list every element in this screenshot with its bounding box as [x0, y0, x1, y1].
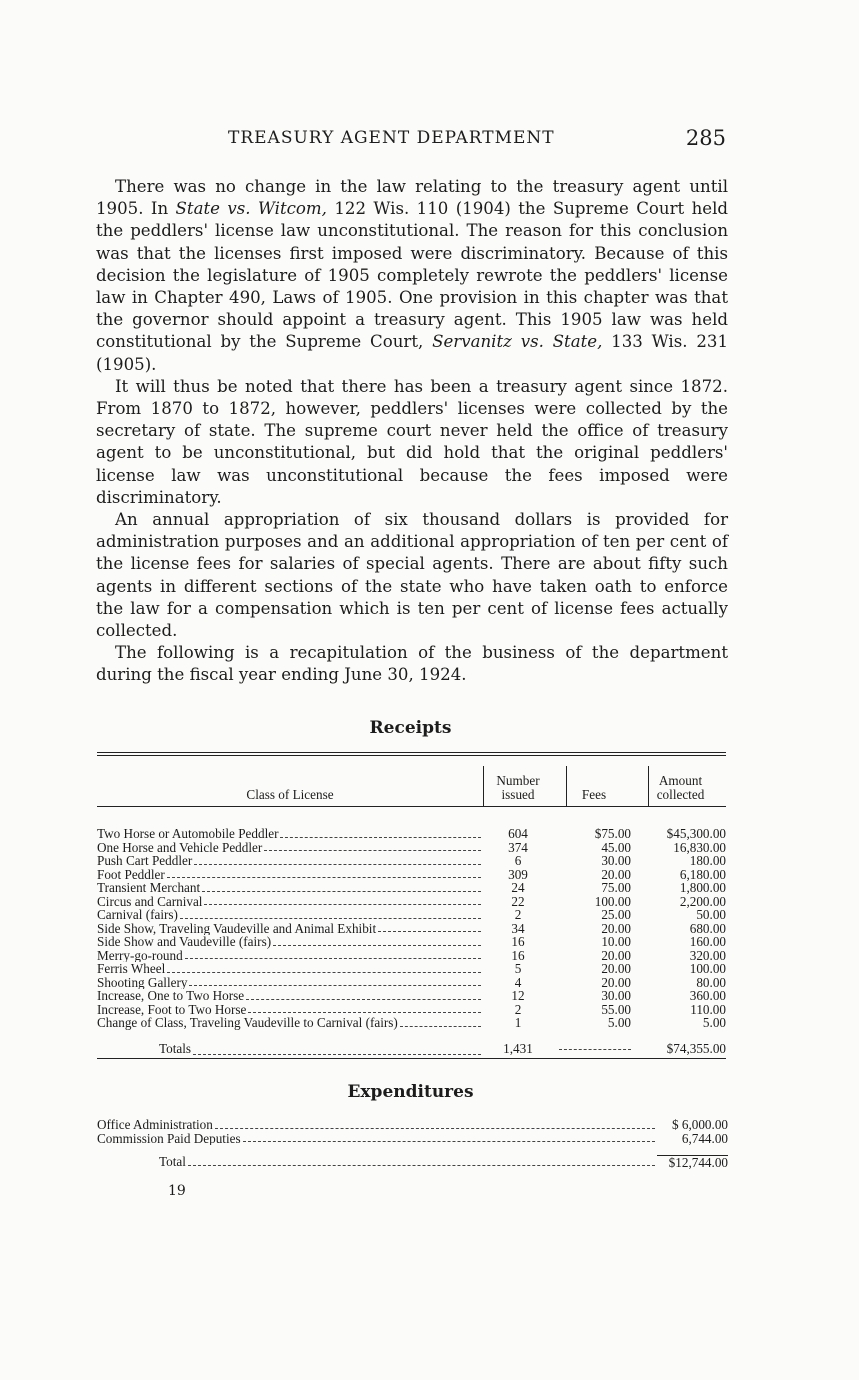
class-cell	[97, 949, 483, 963]
license-class: Increase, One to Two Horse	[97, 989, 245, 1003]
totals-amount: $74,355.00	[666, 1040, 726, 1056]
case-citation-witcom: State vs. Witcom,	[175, 199, 327, 219]
number-issued: 4	[514, 974, 522, 990]
class-cell	[97, 854, 483, 868]
fee: 45.00	[601, 839, 631, 855]
fee: 20.00	[601, 961, 631, 976]
table-row	[97, 881, 726, 895]
receipts-title: Receipts	[369, 718, 452, 738]
expenditure-label-cell	[97, 1132, 657, 1146]
license-class: Transient Merchant	[97, 881, 201, 895]
expenditure-total-label: Total	[159, 1155, 186, 1169]
expenditure-label-cell	[97, 1118, 657, 1132]
fee: 75.00	[601, 880, 631, 895]
license-class: Two Horse or Automobile Peddler	[97, 827, 279, 841]
dot-leader	[248, 1003, 481, 1014]
number-issued: 16	[511, 947, 525, 963]
dot-leader	[215, 1118, 655, 1129]
amount-collected: 5.00	[702, 1015, 726, 1030]
column-divider	[566, 766, 567, 806]
dot-leader	[188, 1155, 655, 1166]
header-number-issued	[483, 774, 553, 802]
amount-collected: 360.00	[689, 988, 726, 1003]
table-row	[97, 1016, 726, 1030]
table-row	[97, 935, 726, 949]
fee: 30.00	[601, 853, 631, 868]
license-class: One Horse and Vehicle Peddler	[97, 840, 263, 854]
license-class: Foot Peddler	[97, 867, 165, 881]
amount-collected: 320.00	[689, 947, 726, 963]
amount-collected: 16,830.00	[673, 839, 726, 855]
number-issued: 309	[508, 866, 528, 882]
number-issued: 12	[511, 988, 525, 1003]
expenditure-label: Commission Paid Deputies	[97, 1131, 241, 1145]
number-issued: 24	[511, 880, 525, 895]
dot-leader	[246, 989, 481, 1000]
number-issued: 6	[514, 853, 522, 868]
table-row	[97, 989, 726, 1003]
column-divider	[648, 766, 649, 806]
table-row	[97, 841, 726, 855]
expenditure-total-amount: $12,744.00	[657, 1155, 728, 1169]
dot-leader	[202, 881, 481, 892]
number-issued: 2	[514, 1001, 522, 1017]
dot-leader	[185, 949, 481, 960]
number-issued: 2	[514, 907, 522, 922]
paragraph-1-part-c: 133 Wis. 231 (1905).	[96, 332, 728, 374]
license-class: Change of Class, Traveling Vaudeville to Carnival (fairs)	[97, 1016, 398, 1030]
dot-leader	[189, 976, 481, 987]
class-cell	[97, 1016, 483, 1030]
fee: 20.00	[601, 947, 631, 963]
table-header	[97, 756, 726, 807]
fee: 25.00	[601, 907, 631, 922]
amount-collected: 680.00	[689, 920, 726, 936]
table-row	[97, 895, 726, 909]
expenditure-total-row	[97, 1155, 728, 1169]
header-amount-line1: Amount	[658, 773, 703, 788]
paragraph-4	[96, 642, 728, 686]
license-class: Side Show, Traveling Vaudeville and Animal Exhibit	[97, 921, 377, 935]
class-cell	[97, 1003, 483, 1017]
number-issued: 22	[511, 893, 525, 909]
table-row	[97, 922, 726, 936]
receipt-rows	[97, 807, 726, 1030]
paragraph-1-part-b: 122 Wis. 110 (1904) the Supreme Court held the peddlers' license law unconstitutional. The reason for this conclusion was that the licenses first imposed were discriminatory. Because of this decision the legislature of 1905 completely rewrote the peddlers' license law in Chapter 490, Laws of 1905. One provision in this chapter was that the governor should appoint a treasury agent. This 1905 law was held constitutional by the Supreme Court,	[96, 199, 729, 352]
table-row	[97, 949, 726, 963]
license-class: Circus and Carnival	[97, 894, 203, 908]
page-title: TREASURY AGENT DEPARTMENT	[228, 128, 555, 148]
class-cell	[97, 881, 483, 895]
amount-collected: 100.00	[689, 961, 726, 976]
class-cell	[97, 935, 483, 949]
fiscal-year-date: June 30, 1924.	[344, 665, 467, 685]
license-class: Ferris Wheel	[97, 962, 166, 976]
class-cell	[97, 895, 483, 909]
license-class: Increase, Foot to Two Horse	[97, 1002, 247, 1016]
expenditures-title: Expenditures	[347, 1082, 474, 1102]
table-row	[97, 976, 726, 990]
fee: 20.00	[601, 866, 631, 882]
header-amount-line2: collected	[656, 787, 705, 802]
dot-leader	[264, 841, 481, 852]
class-cell	[97, 827, 483, 841]
expenditure-amount: $ 6,000.00	[671, 1117, 728, 1132]
table-row	[97, 868, 726, 882]
table-row	[97, 908, 726, 922]
class-cell	[97, 868, 483, 882]
amount-collected: 80.00	[696, 974, 726, 990]
header-fees: Fees	[581, 787, 607, 802]
table-row	[97, 854, 726, 868]
expenditure-rows	[97, 1118, 728, 1145]
table-row	[97, 962, 726, 976]
amount-collected: $45,300.00	[666, 826, 726, 841]
dot-leader	[273, 935, 481, 946]
expenditure-label: Office Administration	[97, 1118, 213, 1132]
class-cell	[97, 989, 483, 1003]
totals-fee-blank	[553, 1040, 635, 1058]
paragraph-1-part-a: There was no change in the law relating to the treasury agent until 1905. In	[96, 177, 728, 219]
dot-leader	[194, 854, 481, 865]
dot-leader	[180, 908, 481, 919]
dot-leader	[193, 1040, 481, 1055]
dot-leader	[378, 922, 481, 933]
totals-label-cell	[97, 1040, 483, 1058]
fee: 100.00	[594, 893, 631, 909]
paragraph-1	[96, 176, 728, 376]
page-number: 285	[685, 126, 726, 150]
fee: $75.00	[594, 826, 631, 841]
fee: 20.00	[601, 920, 631, 936]
number-issued: 5	[514, 961, 522, 976]
running-header	[96, 128, 726, 156]
dot-leader	[204, 895, 481, 906]
column-divider	[483, 766, 484, 806]
class-cell	[97, 976, 483, 990]
paragraph-3: An annual appropriation of six thousand dollars is provided for administration purposes and an additional appropriation of ten per cent of the license fees for salaries of special agents. There are about fifty such agents in different sections of the state who have taken oath to enforce the law for a compensation which is ten per cent of license fees actually collected.	[96, 510, 728, 641]
expenditure-row	[97, 1118, 728, 1132]
header-number-line2: issued	[501, 787, 535, 802]
fee: 30.00	[601, 988, 631, 1003]
receipts-table	[97, 752, 726, 1059]
number-issued: 16	[511, 934, 525, 949]
amount-collected: 6,180.00	[679, 866, 726, 882]
license-class: Push Cart Peddler	[97, 854, 193, 868]
number-issued: 374	[508, 839, 528, 855]
totals-row	[97, 1040, 726, 1059]
fee: 5.00	[607, 1015, 631, 1030]
case-citation-servanitz: Servanitz vs. State,	[432, 332, 603, 352]
header-class-of-license: Class of License	[246, 787, 334, 802]
class-cell	[97, 922, 483, 936]
license-class: Side Show and Vaudeville (fairs)	[97, 935, 272, 949]
expenditure-total-label-cell	[97, 1155, 657, 1169]
amount-collected: 2,200.00	[679, 893, 726, 909]
expenditure-row	[97, 1132, 728, 1146]
fee: 55.00	[601, 1001, 631, 1017]
amount-collected: 160.00	[689, 934, 726, 949]
table-row	[97, 1003, 726, 1017]
expenditures-table	[97, 1118, 728, 1169]
dot-leader	[559, 1049, 631, 1050]
fee: 10.00	[601, 934, 631, 949]
totals-number: 1,431	[503, 1040, 533, 1056]
dot-leader	[167, 962, 481, 973]
expenditure-amount: 6,744.00	[681, 1130, 728, 1146]
license-class: Shooting Gallery	[97, 975, 188, 989]
number-issued: 604	[508, 826, 528, 841]
number-issued: 1	[514, 1015, 522, 1030]
paragraph-4-part-a: The following is a recapitulation of the business of the department during the fiscal year ending	[96, 643, 728, 685]
body-text	[96, 176, 728, 687]
paragraph-2: It will thus be noted that there has been a treasury agent since 1872. From 1870 to 1872, however, peddlers' licenses were collected by the secretary of state. The supreme court never held the office of treasury agent to be unconstitutional, but did hold that the original peddlers' license law was unconstitutional because the fees imposed were discriminatory.	[96, 376, 728, 507]
amount-collected: 180.00	[689, 853, 726, 868]
signature-mark: 19	[168, 1183, 186, 1199]
amount-collected: 50.00	[696, 907, 726, 922]
fee: 20.00	[601, 974, 631, 990]
dot-leader	[280, 827, 481, 838]
amount-collected: 110.00	[690, 1001, 726, 1017]
dot-leader	[400, 1016, 481, 1027]
license-class: Merry-go-round	[97, 948, 183, 962]
header-number-line1: Number	[496, 773, 540, 788]
dot-leader	[243, 1132, 655, 1143]
class-cell	[97, 962, 483, 976]
table-row	[97, 827, 726, 841]
class-cell	[97, 841, 483, 855]
number-issued: 34	[511, 920, 525, 936]
license-class: Carnival (fairs)	[97, 908, 178, 922]
totals-label: Totals	[159, 1040, 192, 1056]
class-cell	[97, 908, 483, 922]
amount-collected: 1,800.00	[679, 880, 726, 895]
dot-leader	[167, 868, 481, 879]
